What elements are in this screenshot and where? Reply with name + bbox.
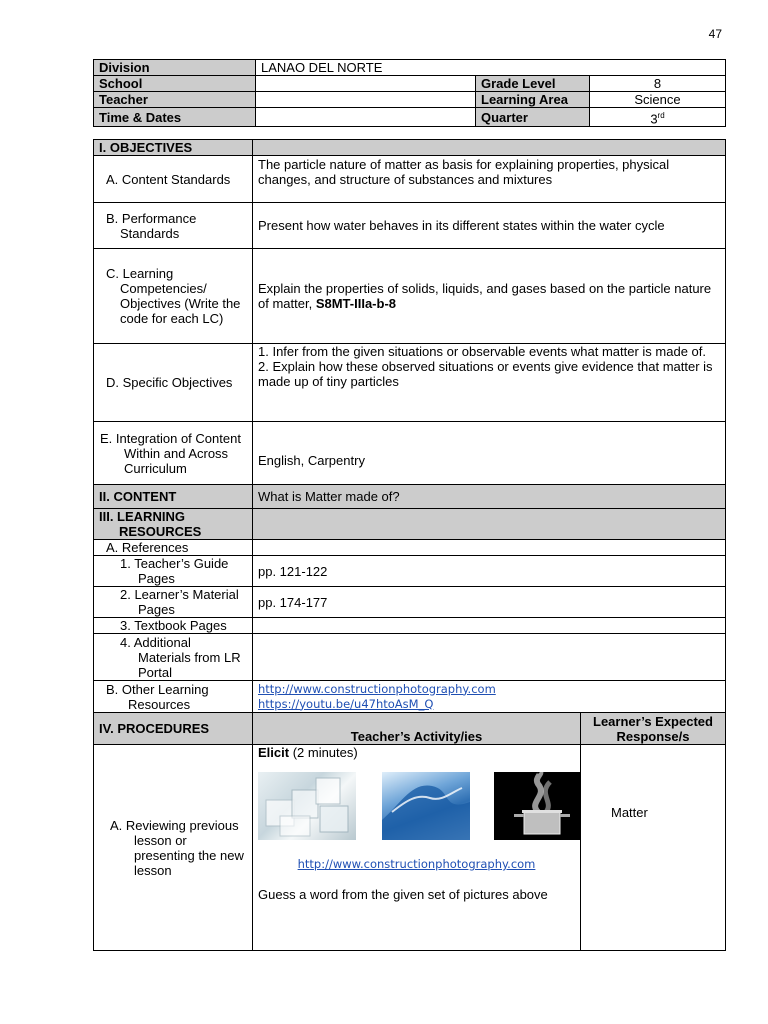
procedures-heading: IV. PROCEDURES bbox=[94, 713, 253, 745]
steaming-pot-drawing bbox=[494, 772, 581, 840]
specific-objective-2: 2. Explain how these observed situations or events give evidence that matter is made up of tiny particles bbox=[258, 359, 713, 389]
youtube-link[interactable]: https://youtu.be/u47htoAsM_Q bbox=[258, 696, 434, 711]
competencies-label-text: C. Learning Competencies/ Objectives (Write the code for each LC) bbox=[106, 266, 241, 326]
additional-materials-label bbox=[94, 634, 253, 681]
quarter-number: 3 bbox=[650, 111, 658, 127]
teachers-guide-label-text: 1. Teacher’s Guide Pages bbox=[120, 556, 229, 586]
division-label: Division bbox=[94, 60, 256, 76]
water-splash-drawing bbox=[382, 772, 470, 840]
school-label: School bbox=[94, 76, 256, 92]
teachers-guide-label bbox=[94, 556, 253, 587]
page-number: 47 bbox=[708, 27, 722, 41]
elicit-time: (2 minutes) bbox=[289, 745, 358, 760]
content-heading: II. CONTENT bbox=[94, 485, 253, 509]
quarter-value bbox=[590, 108, 726, 127]
ice-cubes-drawing bbox=[258, 772, 356, 840]
grade-label: Grade Level bbox=[476, 76, 590, 92]
resources-heading-text: III. LEARNING RESOURCES bbox=[99, 509, 202, 539]
competencies-label bbox=[94, 249, 253, 344]
learners-material-value: pp. 174-177 bbox=[253, 587, 726, 618]
integration-label bbox=[94, 422, 253, 485]
quarter-label: Quarter bbox=[476, 108, 590, 127]
other-resources-value bbox=[253, 681, 726, 713]
performance-label-line1: B. Performance bbox=[106, 210, 197, 226]
lesson-plan-table bbox=[93, 139, 726, 951]
grade-value: 8 bbox=[590, 76, 726, 92]
learner-response-cell: Matter bbox=[581, 745, 726, 951]
elicit-label: Elicit bbox=[258, 745, 290, 760]
specific-objective-1: 1. Infer from the given situations or observable events what matter is made of. bbox=[258, 344, 706, 359]
ice-cubes-image bbox=[258, 772, 356, 840]
specific-objectives-label bbox=[94, 344, 253, 422]
other-resources-label-text: B. Other Learning Resources bbox=[106, 681, 209, 712]
content-standards-value: The particle nature of matter as basis for explaining properties, physical changes, and structure of substances and mixtures bbox=[253, 156, 726, 203]
learners-material-label-text: 2. Learner’s Material Pages bbox=[120, 587, 239, 617]
learners-material-label bbox=[94, 587, 253, 618]
school-value bbox=[256, 76, 476, 92]
area-value: Science bbox=[590, 92, 726, 108]
references-label: A. References bbox=[94, 540, 253, 556]
teacher-label: Teacher bbox=[94, 92, 256, 108]
division-value: LANAO DEL NORTE bbox=[256, 60, 726, 76]
content-standards-label: A. Content Standards bbox=[94, 156, 253, 203]
additional-materials-label-text: 4. Additional Materials from LR Portal bbox=[120, 634, 241, 680]
additional-materials-value bbox=[253, 634, 726, 681]
integration-label-text: E. Integration of Content Within and Across Curriculum bbox=[100, 430, 241, 476]
review-lesson-label-text: A. Reviewing previous lesson or presenting the new lesson bbox=[110, 817, 244, 878]
teacher-activity-header: Teacher’s Activity/ies bbox=[253, 713, 581, 745]
header-table bbox=[93, 59, 726, 127]
objectives-heading: I. OBJECTIVES bbox=[94, 140, 253, 156]
guess-instruction: Guess a word from the given set of pictures above bbox=[258, 887, 548, 902]
picture-row bbox=[258, 772, 575, 840]
review-lesson-label bbox=[94, 745, 253, 951]
time-label: Time & Dates bbox=[94, 108, 256, 127]
steaming-pot-image bbox=[494, 772, 581, 840]
time-value bbox=[256, 108, 476, 127]
teachers-guide-value: pp. 121-122 bbox=[253, 556, 726, 587]
competencies-value bbox=[253, 249, 726, 344]
construction-photography-link[interactable]: http://www.constructionphotography.com bbox=[258, 681, 496, 696]
specific-objectives-label-text: D. Specific Objectives bbox=[106, 375, 233, 390]
textbook-value bbox=[253, 618, 726, 634]
teacher-value bbox=[256, 92, 476, 108]
image-source-line bbox=[258, 856, 575, 872]
objectives-heading-fill bbox=[253, 140, 726, 156]
water-splash-image bbox=[382, 772, 470, 840]
area-label: Learning Area bbox=[476, 92, 590, 108]
content-value: What is Matter made of? bbox=[253, 485, 726, 509]
quarter-suffix: rd bbox=[657, 111, 665, 120]
competencies-text: Explain the properties of solids, liquids, and gases based on the particle nature of matter, bbox=[258, 281, 712, 311]
performance-standards-value: Present how water behaves in its different states within the water cycle bbox=[253, 203, 726, 249]
competencies-code: S8MT-IIIa-b-8 bbox=[315, 296, 397, 311]
resources-heading bbox=[94, 509, 253, 540]
elicit-line bbox=[258, 745, 575, 760]
other-resources-label bbox=[94, 681, 253, 713]
performance-standards-label bbox=[94, 203, 253, 249]
learner-response-header: Learner’s Expected Response/s bbox=[581, 713, 726, 745]
references-value bbox=[253, 540, 726, 556]
integration-value: English, Carpentry bbox=[253, 422, 726, 485]
resources-heading-fill bbox=[253, 509, 726, 540]
teacher-activity-cell bbox=[253, 745, 581, 951]
specific-objectives-value bbox=[253, 344, 726, 422]
image-source-link[interactable]: http://www.constructionphotography.com bbox=[297, 857, 536, 871]
textbook-label: 3. Textbook Pages bbox=[94, 618, 253, 634]
performance-label-line2: Standards bbox=[120, 225, 180, 241]
